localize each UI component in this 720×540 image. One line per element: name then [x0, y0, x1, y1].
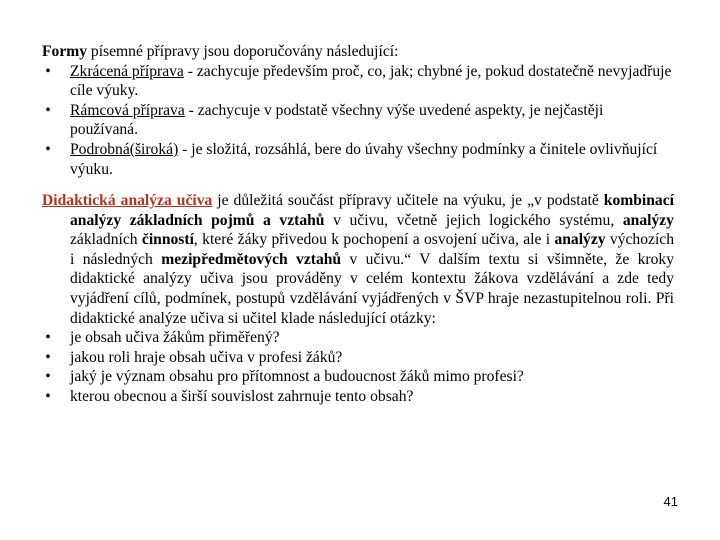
- bullet: •: [45, 329, 51, 347]
- bullet: •: [45, 348, 51, 366]
- bullet: •: [45, 101, 51, 119]
- analysis-bold: mezipředmětových vztahů: [161, 250, 342, 268]
- forms-item-detailed: [42, 140, 674, 179]
- forms-intro: [42, 42, 674, 62]
- analysis-text: , které žáky přivedou k pochopení a osvojení učiva, ale i: [193, 231, 555, 249]
- forms-item-short: [42, 62, 674, 101]
- bullet: •: [45, 140, 51, 158]
- questions-list: [42, 328, 674, 406]
- bullet: •: [45, 62, 51, 80]
- analysis-title: Didaktická analýza učiva: [42, 192, 213, 209]
- form-desc: - je složitá, rozsáhlá, bere do úvahy všechny podmínky a činitele ovlivňující výuku.: [70, 140, 658, 178]
- form-term: Rámcová příprava: [70, 101, 185, 119]
- analysis-text: v učivu, včetně jejich logického systému,: [324, 211, 623, 229]
- forms-item-frame: [42, 101, 674, 140]
- form-desc: - zachycuje v podstatě všechny výše uvedené aspekty, je nejčastěji používaná.: [70, 101, 604, 139]
- question-text: kterou obecnou a širší souvislost zahrnuje tento obsah?: [70, 387, 414, 405]
- analysis-section: [42, 191, 674, 407]
- forms-lead-bold: Formy: [42, 43, 88, 60]
- analysis-paragraph: [42, 191, 674, 328]
- analysis-text: je důležitá součást přípravy učitele na výuku, je „v podstatě: [212, 192, 604, 209]
- analysis-text: základních: [70, 231, 142, 249]
- analysis-bold: analýzy: [622, 211, 674, 229]
- question-item: [42, 387, 674, 407]
- question-item: [42, 348, 674, 368]
- question-text: je obsah učiva žákům přiměřený?: [70, 329, 280, 347]
- bullet: •: [45, 387, 51, 405]
- form-term: Podrobná(široká): [70, 140, 179, 158]
- form-desc: - zachycuje především proč, co, jak; chybné je, pokud dostatečně nevyjadřuje cíle výuky.: [70, 62, 672, 100]
- forms-list: [42, 62, 674, 180]
- forms-lead-text: písemné přípravy jsou doporučovány následující:: [87, 43, 399, 60]
- analysis-bold: kombinací analýzy základních pojmů a vztahů: [70, 192, 674, 229]
- analysis-text: výchozích i následných: [70, 231, 674, 268]
- question-item: [42, 367, 674, 387]
- analysis-text: v učivu.“ V dalším textu si všimněte, že kroky didaktické analýzy učiva jsou prováděny v celém kontextu žákova vzdělávání a zde tedy vyjádření cílů, podmínek, postupů vzdělávání vyjádřených v ŠVP hraje nezastupitelnou roli. Při didaktické analýze učiva si učitel klade následující otázky:: [70, 250, 674, 327]
- analysis-bold: činností: [141, 231, 194, 249]
- question-item: [42, 328, 674, 348]
- analysis-bold: analýzy: [554, 231, 606, 249]
- page-number: 41: [663, 494, 678, 509]
- bullet: •: [45, 368, 51, 386]
- question-text: jakou roli hraje obsah učiva v profesi žáků?: [70, 348, 343, 366]
- forms-section: [42, 42, 674, 179]
- form-term: Zkrácená příprava: [70, 62, 184, 80]
- question-text: jaký je význam obsahu pro přítomnost a budoucnost žáků mimo profesi?: [70, 368, 524, 386]
